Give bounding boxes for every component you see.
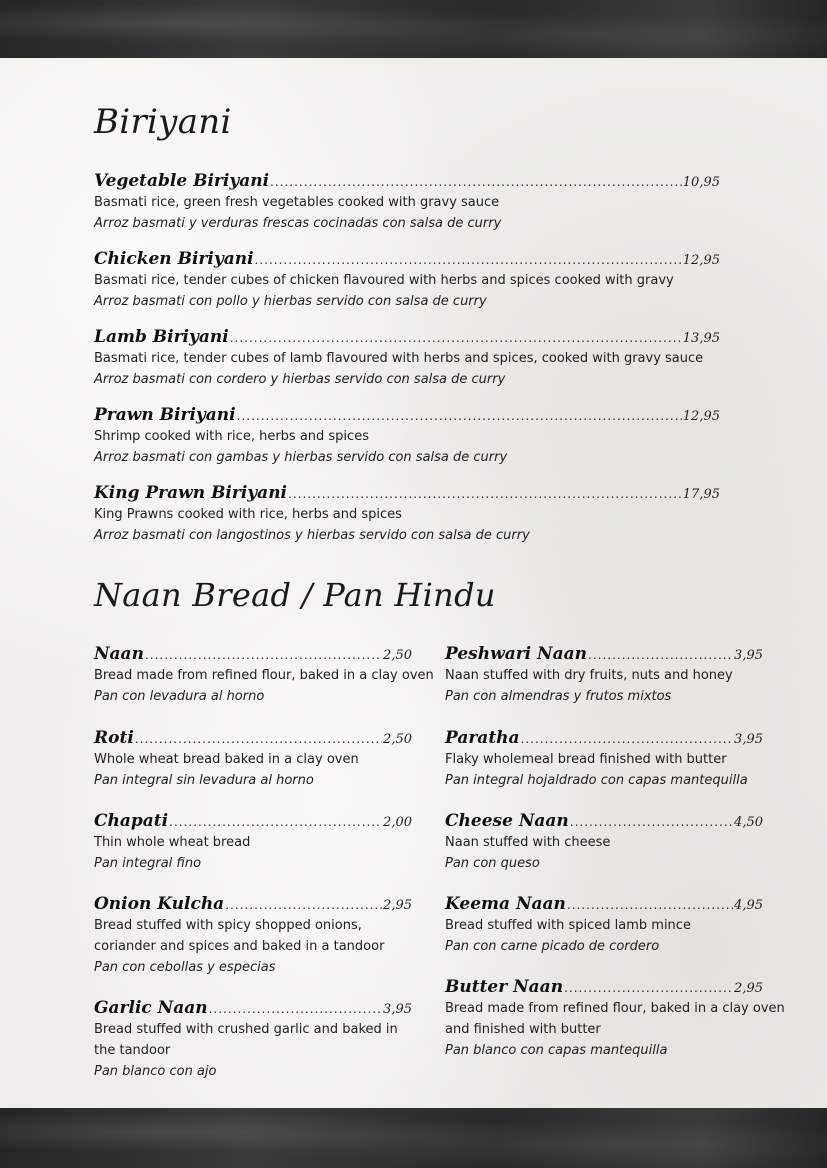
item-name: Naan — [94, 644, 144, 664]
item-description-en: and finished with butter — [445, 1022, 601, 1037]
menu-item — [445, 811, 763, 874]
bottom-stone-band — [0, 1108, 827, 1168]
dot-leader — [135, 732, 382, 746]
item-name: Garlic Naan — [94, 998, 208, 1018]
menu-item — [94, 405, 720, 468]
dot-leader — [564, 981, 733, 995]
section-title-naan: Naan Bread / Pan Hindu — [94, 576, 496, 614]
item-name: Cheese Naan — [445, 811, 569, 831]
dot-leader — [169, 815, 382, 829]
item-description-es: Pan integral sin levadura al horno — [94, 773, 314, 788]
item-name: Chicken Biriyani — [94, 249, 254, 269]
menu-item — [94, 171, 720, 234]
item-description-en: Flaky wholemeal bread finished with butter — [445, 752, 727, 767]
item-description-en: coriander and spices and baked in a tandoor — [94, 939, 385, 954]
item-name: Paratha — [445, 728, 520, 748]
item-description-en: Basmati rice, tender cubes of chicken flavoured with herbs and spices cooked with gravy — [94, 273, 674, 288]
item-name: Keema Naan — [445, 894, 566, 914]
top-stone-band — [0, 0, 827, 58]
menu-item — [445, 728, 763, 791]
item-description-es: Pan con almendras y frutos mixtos — [445, 689, 672, 704]
menu-item — [94, 894, 412, 978]
menu-item — [94, 249, 720, 312]
item-price: 10,95 — [682, 175, 720, 190]
dot-leader — [521, 732, 734, 746]
item-price: 2,50 — [383, 732, 412, 747]
item-price: 4,95 — [734, 898, 763, 913]
dot-leader — [225, 898, 382, 912]
menu-item — [94, 644, 434, 707]
dot-leader — [237, 409, 682, 423]
item-description-en: Bread stuffed with crushed garlic and baked in — [94, 1022, 398, 1037]
item-name: King Prawn Biriyani — [94, 483, 288, 503]
item-name: Prawn Biriyani — [94, 405, 236, 425]
item-price: 12,95 — [682, 253, 720, 268]
menu-item — [94, 811, 412, 874]
menu-item — [94, 483, 720, 546]
item-name: Onion Kulcha — [94, 894, 225, 914]
item-description-en: Naan stuffed with cheese — [445, 835, 611, 850]
dot-leader — [270, 175, 682, 189]
item-description-es: Arroz basmati con gambas y hierbas servido con salsa de curry — [94, 450, 508, 465]
item-description-en: the tandoor — [94, 1043, 171, 1058]
menu-item — [94, 728, 412, 791]
item-description-es: Pan integral fino — [94, 856, 202, 871]
dot-leader — [230, 331, 682, 345]
item-description-es: Pan blanco con ajo — [94, 1064, 217, 1079]
item-description-es: Pan con levadura al horno — [94, 689, 265, 704]
menu-item — [94, 998, 412, 1082]
item-name: Chapati — [94, 811, 169, 831]
menu-item — [94, 327, 720, 390]
item-price: 3,95 — [383, 1002, 412, 1017]
item-description-es: Arroz basmati con cordero y hierbas servido con salsa de curry — [94, 372, 506, 387]
item-name: Lamb Biriyani — [94, 327, 229, 347]
item-name: Roti — [94, 728, 134, 748]
item-price: 2,95 — [734, 981, 763, 996]
item-description-en: Bread made from refined flour, baked in a clay oven — [94, 668, 434, 683]
item-description-es: Arroz basmati y verduras frescas cocinadas con salsa de curry — [94, 216, 502, 231]
dot-leader — [588, 648, 733, 662]
section-title-biriyani: Biriyani — [94, 102, 232, 142]
item-description-es: Pan con queso — [445, 856, 540, 871]
dot-leader — [209, 1002, 382, 1016]
item-description-es: Pan con cebollas y especias — [94, 960, 276, 975]
item-description-es: Arroz basmati con pollo y hierbas servido con salsa de curry — [94, 294, 487, 309]
item-description-es: Arroz basmati con langostinos y hierbas servido con salsa de curry — [94, 528, 530, 543]
item-description-es: Pan blanco con capas mantequilla — [445, 1043, 668, 1058]
item-description-en: Bread stuffed with spicy shopped onions, — [94, 918, 362, 933]
menu-item — [445, 894, 763, 957]
item-price: 13,95 — [682, 331, 720, 346]
item-name: Vegetable Biriyani — [94, 171, 270, 191]
item-description-en: Naan stuffed with dry fruits, nuts and honey — [445, 668, 733, 683]
item-name: Butter Naan — [445, 977, 564, 997]
item-price: 3,95 — [734, 732, 763, 747]
dot-leader — [570, 815, 733, 829]
item-description-en: Whole wheat bread baked in a clay oven — [94, 752, 359, 767]
item-price: 3,95 — [734, 648, 763, 663]
menu-item — [445, 644, 763, 707]
item-price: 4,50 — [734, 815, 763, 830]
item-price: 2,95 — [383, 898, 412, 913]
item-price: 2,50 — [383, 648, 412, 663]
item-description-en: Thin whole wheat bread — [94, 835, 251, 850]
item-price: 12,95 — [682, 409, 720, 424]
dot-leader — [288, 487, 682, 501]
item-price: 2,00 — [383, 815, 412, 830]
item-description-en: Bread made from refined flour, baked in a clay oven — [445, 1001, 785, 1016]
item-description-en: King Prawns cooked with rice, herbs and spices — [94, 507, 402, 522]
menu-item — [445, 977, 785, 1061]
item-description-en: Shrimp cooked with rice, herbs and spices — [94, 429, 369, 444]
item-name: Peshwari Naan — [445, 644, 587, 664]
item-description-es: Pan con carne picado de cordero — [445, 939, 660, 954]
item-description-es: Pan integral hojaldrado con capas mantequilla — [445, 773, 748, 788]
item-price: 17,95 — [682, 487, 720, 502]
dot-leader — [255, 253, 682, 267]
dot-leader — [567, 898, 733, 912]
dot-leader — [145, 648, 382, 662]
item-description-en: Basmati rice, green fresh vegetables cooked with gravy sauce — [94, 195, 500, 210]
item-description-en: Basmati rice, tender cubes of lamb flavoured with herbs and spices, cooked with gravy sauce — [94, 351, 704, 366]
item-description-en: Bread stuffed with spiced lamb mince — [445, 918, 691, 933]
